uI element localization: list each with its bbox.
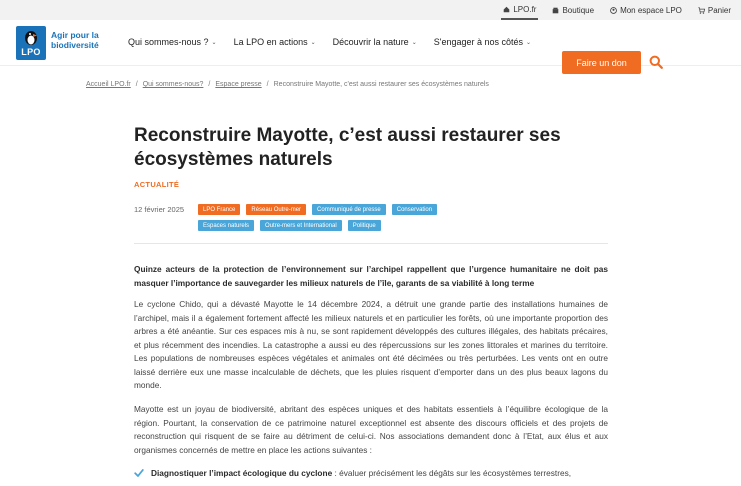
- chevron-down-icon: ⌄: [411, 39, 417, 46]
- lpo-logo[interactable]: [16, 26, 46, 60]
- check-icon: [134, 468, 144, 478]
- tag-lpo-france[interactable]: LPO France: [198, 204, 240, 215]
- nav-item-label: Découvrir la nature: [332, 37, 409, 47]
- utility-link-cart[interactable]: [696, 0, 733, 20]
- nav-item-lpo-en-actions[interactable]: [234, 37, 316, 47]
- main-nav: [128, 37, 531, 47]
- tag-reseau-outre-mer[interactable]: Réseau Outre-mer: [246, 204, 306, 215]
- breadcrumb: [86, 81, 489, 88]
- tag-politique[interactable]: Politique: [348, 220, 381, 231]
- nav-item-s-engager[interactable]: [434, 37, 531, 47]
- shop-icon: [552, 7, 559, 14]
- action-title: Diagnostiquer l’impact écologique du cyclone: [151, 468, 333, 478]
- logo-text: LPO: [21, 47, 41, 57]
- utility-link-label: Panier: [707, 5, 731, 15]
- home-icon: [503, 6, 510, 13]
- action-text: [151, 467, 571, 480]
- nav-item-label: La LPO en actions: [233, 37, 308, 47]
- utility-link-label: Boutique: [562, 5, 595, 15]
- breadcrumb-link-home[interactable]: Accueil LPO.fr: [86, 81, 131, 88]
- article-paragraph: Le cyclone Chido, qui a dévasté Mayotte le 14 décembre 2024, a détruit une grande partie des installations humaines de l’archipel, mais il a également fortement affecté les milieux naturels et en particulier les forêts, où une importante proportion des arbres a été anéantie. Sur ces espaces mis à nu, se sont rapidement développés des cultures illégales, des habitats précaires, et plus récemment des incendies. La catastrophe a aussi eu des répercussions sur les zones littorales et marines du territoire. Les populations de nombreuses espèces végétales et animales ont été décimées ou très perturbées. Les vents ont en outre laissé derrière eux une masse incalculable de déchets, que les pluies risquent d’emporter dans un des plus beaux lagons du monde.: [134, 299, 608, 390]
- utility-link-account[interactable]: [608, 0, 684, 20]
- nav-item-qui-sommes-nous[interactable]: [128, 37, 217, 47]
- tag-espaces-naturels[interactable]: Espaces naturels: [198, 220, 254, 231]
- utility-link-lpo-fr[interactable]: [501, 0, 538, 20]
- category-label[interactable]: ACTUALITÉ: [134, 180, 180, 189]
- article-paragraph: Mayotte est un joyau de biodiversité, abritant des espèces uniques et des habitats essentiels à l’équilibre écologique de la région. Pourtant, la conservation de ce patrimoine naturel exceptionnel est absente des discours officiels et des projets de reconstruction qui risquent de se faire au détriment de celui-ci. Nos associations demandent donc à l’Etat, aux élus et aux organismes concernés de mettre en place les actions suivantes :: [134, 404, 608, 455]
- action-list-item: [134, 467, 614, 480]
- nav-item-label: S'engager à nos côtés: [433, 37, 524, 47]
- action-description: : évaluer précisément les dégâts sur les écosystèmes terrestres,: [332, 468, 572, 478]
- tag-communique-de-presse[interactable]: Communiqué de presse: [312, 204, 386, 215]
- chevron-down-icon: ⌄: [310, 39, 316, 46]
- nav-item-decouvrir-la-nature[interactable]: [333, 37, 417, 47]
- donate-button[interactable]: Faire un don: [562, 51, 641, 74]
- breadcrumb-link-about[interactable]: Qui sommes-nous?: [142, 81, 204, 88]
- logo-tagline: Agir pour la biodiversité: [51, 30, 99, 50]
- search-icon[interactable]: [649, 55, 663, 69]
- breadcrumb-separator: /: [208, 81, 211, 88]
- utility-link-boutique[interactable]: [550, 0, 596, 20]
- breadcrumb-separator: /: [266, 81, 269, 88]
- tag-outre-mers-international[interactable]: Outre-mers et International: [260, 220, 342, 231]
- utility-bar: [0, 0, 741, 20]
- breadcrumb-link-press[interactable]: Espace presse: [215, 81, 262, 88]
- breadcrumb-current: Reconstruire Mayotte, c'est aussi restaurer ses écosystèmes naturels: [273, 81, 489, 88]
- breadcrumb-separator: /: [135, 81, 138, 88]
- utility-link-label: LPO.fr: [513, 4, 537, 14]
- main-header: [0, 20, 741, 66]
- tag-list: [198, 204, 498, 231]
- divider: [134, 243, 608, 244]
- tag-conservation[interactable]: Conservation: [392, 204, 437, 215]
- cart-icon: [698, 7, 705, 14]
- chevron-down-icon: ⌄: [526, 39, 532, 46]
- utility-link-label: Mon espace LPO: [620, 5, 682, 15]
- page-title: Reconstruire Mayotte, c’est aussi restaurer ses écosystèmes naturels: [134, 125, 561, 170]
- article-lead: Quinze acteurs de la protection de l’environnement sur l’archipel rappellent que l’urgence humanitaire ne doit pas masquer l’importance de sauvegarder les milieux naturels de l’île, garants de sa viabilité à long terme: [134, 264, 608, 288]
- nav-item-label: Qui sommes-nous ?: [128, 37, 209, 47]
- user-icon: [610, 7, 617, 14]
- chevron-down-icon: ⌄: [211, 39, 217, 46]
- publish-date: 12 février 2025: [134, 205, 185, 214]
